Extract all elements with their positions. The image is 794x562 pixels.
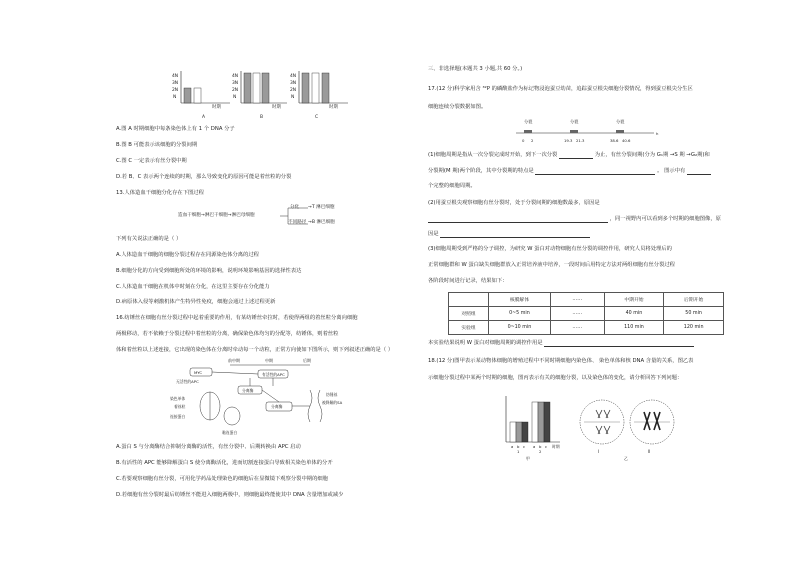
cell-cycle-timeline	[512, 115, 662, 149]
svg-text:3N: 3N	[232, 81, 239, 86]
label-cohesin: 黏连蛋白	[222, 430, 238, 435]
bar-tick-c1: c	[523, 444, 526, 449]
q13-option-c: C.人体造血干细胞在机体中时刻在分化，在这里主要存在分化能力	[116, 284, 270, 290]
q12-option-a: A.图 A 时期细胞中每条染色体上有 1 个 DNA 分子	[116, 126, 235, 132]
q17-stem-line-1: 17.(12 分)科学家用含 ³²P 的磷酸盐作为标记物浸泡蚕豆幼苗，追踪蚕豆根尖细胞分裂情况，得到蚕豆根尖分生区	[428, 86, 693, 92]
table-header-cell: ……	[550, 293, 604, 307]
flow-branch-lines	[278, 203, 310, 229]
flow-out-down: →B 淋巴细胞	[308, 220, 335, 225]
svg-text:N: N	[291, 95, 295, 100]
label-inactive-apc: 无活性的APC	[176, 379, 199, 384]
svg-text:4N: 4N	[290, 74, 297, 79]
chromosome-bar-panels	[172, 67, 352, 123]
box-myc: MYC	[194, 370, 203, 375]
svg-text:2N: 2N	[232, 88, 239, 93]
q16-option-b: B.有活性的 APC 能够降解蛋白 S 使分离酶活化，进而切割连接蛋白导致相关染色单体的分开	[116, 460, 333, 466]
phase-label-metaphase: 中期	[265, 358, 273, 363]
q17-blank-2[interactable]	[535, 169, 655, 175]
axis-label-b: 时期	[272, 105, 281, 110]
q13-stem: 13.人体造血干细胞分化存在下图过程	[116, 190, 204, 196]
q17-sub3-line-3: 各阶段时间进行记录，结果如下：	[428, 278, 508, 284]
q17-sub1-line-1	[428, 152, 710, 159]
q16-stem-line-1: 16.纺锤丝在细胞有丝分裂过程中起着重要的作用，有某纺锤丝牵拉时，若使得两组的着丝粒分离向细胞	[116, 315, 358, 321]
table-header-cell	[449, 293, 489, 307]
q17-sub2-line-1: (2)用蚕豆根尖观察细胞有丝分裂时，处于分裂间期的细胞数最多，原因是	[428, 200, 600, 206]
q13-ask: 下列有关说法正确的是（ ）	[116, 236, 182, 242]
timeline-label-2: 分裂	[570, 119, 579, 124]
table-cell: ……	[550, 307, 604, 321]
q18-figure	[496, 392, 686, 462]
q17-stem-line-2: 细胞连续分裂数据如图。	[428, 104, 487, 110]
y-tick-4n: 4N	[172, 74, 179, 79]
bar-group-2: 2	[539, 449, 542, 454]
q17-sub1-part-e: 个完整的细胞周期。	[428, 183, 476, 189]
label-centromere: 着丝粒	[174, 404, 186, 409]
label-linker-protein: 连接蛋白	[170, 414, 186, 419]
bar-tick-a2: a	[533, 444, 536, 449]
q17-blank-6[interactable]	[544, 341, 694, 347]
q16-stem-line-2: 两极移动，若不依赖于分裂过程中着丝粒的分离，确保染色体均匀的分配等，纺锤体，则着丝粒	[116, 331, 339, 337]
svg-text:2N: 2N	[290, 88, 297, 93]
svg-text:4N: 4N	[232, 74, 239, 79]
q16-option-d: D.若细胞有丝分裂时最后纺锤丝不能进入细胞两极中，则细胞最终能使其中 DNA 含量增加或减少	[116, 492, 344, 498]
bar-tick-c2: c	[545, 444, 548, 449]
q17-conclusion-text: 本实验结果说明 W 蛋白对细胞周期的调控作用是	[428, 340, 543, 346]
axis-label-a: 时期	[212, 105, 221, 110]
label-spindle-fiber: 纺锤丝	[326, 392, 338, 397]
figure-label-yi: 乙	[624, 456, 628, 461]
q17-sub2-line-3	[428, 231, 590, 238]
label-chromatid: 染色单体	[170, 396, 186, 401]
flow-branch-down: 不同路径	[288, 220, 307, 225]
q12-option-c: C.图 C 一定表示有丝分裂中期	[116, 158, 187, 164]
tick-2: 2	[531, 138, 534, 143]
flow-out-up: →T 淋巴细胞	[308, 205, 335, 210]
timeline-label-1: 分裂	[524, 119, 533, 124]
table-header-cell: 中期开始	[604, 293, 664, 307]
box-separase-1: 分离酶	[242, 388, 254, 393]
bar-tick-b2: b	[539, 444, 542, 449]
q17-sub2-line-2	[428, 216, 721, 223]
q17-sub1-part-a: (1)细胞周期是指从一次分裂完成时开始，到下一次分裂	[428, 152, 558, 158]
q16-stem-line-3: 体和着丝粒以上述连接，它出现的染色体在分离时牵动每一个动粒，正常方向使如下图所示，则下列叙述正确的是（ ）	[116, 347, 394, 353]
section-title: 三、非选择题(本题共 3 小题,共 60 分。)	[428, 66, 523, 72]
bar-panel-a	[172, 71, 230, 120]
q18-stem-line-2: 示细胞分裂过程中某两个时期的细胞，图丙表示有关的细胞分裂，以及染色体的变化，请分析回答下列问题：	[428, 375, 683, 381]
table-row	[449, 321, 724, 335]
q16-option-a: A.蛋白 S 与分离酶结合抑制分离酶的活性，有丝分裂中、后期转换由 APC 启动	[116, 444, 301, 450]
q17-sub2-part-c: 因是	[428, 231, 439, 237]
bar-tick-a1: a	[511, 444, 514, 449]
q17-blank-1[interactable]	[559, 153, 593, 159]
y-tick-3n: 3N	[172, 81, 179, 86]
q16-option-c: C.若要观察细胞有丝分裂，可用化学药品处理染色的细胞后在显微镜下观察分裂中期的细胞	[116, 476, 328, 482]
tick-19-3: 19.3	[564, 138, 573, 143]
label-degraded-sa: 被降解的SA	[322, 400, 343, 405]
table-cell: 对照组	[449, 307, 489, 321]
q12-option-d: D.若 B、C 表示两个连续的时期，那么导致变化的原因可能是着丝粒的分裂	[116, 174, 292, 180]
flow-start: 造血干细胞→淋巴干细胞→淋巴母细胞	[178, 213, 255, 218]
svg-text:N: N	[233, 95, 237, 100]
bar-tick-b1: b	[517, 444, 520, 449]
tick-40-6: 40.6	[622, 138, 631, 143]
q13-option-b: B.细胞分化的方向受到细胞所处的环境的影响，说明环境影响基因的选择性表达	[116, 268, 302, 274]
phase-label-anaphase: 后期	[303, 358, 311, 363]
q17-sub1-part-d: 。 图示中有	[657, 168, 686, 174]
q17-sub1-line-2	[428, 168, 711, 175]
y-tick-2n: 2N	[172, 88, 179, 93]
bar-x-label: 时期	[552, 444, 560, 449]
panel-label-a: A	[202, 115, 206, 120]
flow-branch-up: 分化	[290, 205, 300, 210]
table-cell: 120 min	[664, 321, 724, 335]
q17-results-table	[448, 292, 724, 335]
q12-option-b: B.图 B 可能表示该细胞的分裂间期	[116, 142, 198, 148]
table-header-cell: 核膜解体	[489, 293, 551, 307]
box-separase-2: 分离酶	[271, 404, 283, 409]
bar-panel-c	[290, 71, 348, 120]
table-cell: 40 min	[604, 307, 664, 321]
table-cell: 50 min	[664, 307, 724, 321]
q13-flow-diagram	[178, 203, 358, 229]
q18-bar-chart-jia	[506, 396, 560, 461]
bar-group-1: 1	[517, 449, 520, 454]
panel-label-b: B	[260, 115, 264, 120]
tick-0: 0	[522, 138, 525, 143]
q17-blank-5[interactable]	[440, 232, 590, 238]
table-row	[449, 307, 724, 321]
cell-label-ii: Ⅱ	[648, 449, 650, 454]
tick-21-3: 21.3	[576, 138, 585, 143]
table-cell: ……	[550, 321, 604, 335]
axis-label-c: 时期	[329, 105, 338, 110]
box-active-apc: 有活性的APC	[262, 372, 285, 377]
bar-panel-b	[232, 71, 287, 120]
q17-sub2-part-b: ，同一视野内可以看到多个时期的细胞图像，原	[609, 216, 721, 222]
svg-text:3N: 3N	[290, 81, 297, 86]
q18-cells-yi	[580, 400, 674, 444]
q17-conclusion	[428, 340, 694, 347]
q13-option-a: A.人体造血干细胞的细胞分裂过程存在同源染色体分离的过程	[116, 252, 259, 258]
cell-label-i: Ⅰ	[598, 449, 600, 454]
panel-label-c: C	[315, 115, 319, 120]
table-cell: 0~5 min	[489, 307, 551, 321]
q13-option-d: D.病原体入侵等刺激机体产生特异性免疫，细胞会通过上述过程更新	[116, 299, 276, 305]
timeline-label-3: 分裂	[616, 119, 625, 124]
separase-pathway-diagram	[170, 356, 360, 438]
q17-blank-4[interactable]	[428, 217, 608, 223]
phase-label-prometaphase: 前中期	[228, 358, 240, 363]
table-cell: 110 min	[604, 321, 664, 335]
q17-sub1-part-b: 为止，有丝分裂间期(分为 G₁期 →S 期 →G₂期)和	[594, 152, 710, 158]
table-header-row	[449, 293, 724, 307]
q18-stem-line-1: 18.(12 分)图甲表示某动物体细胞的增殖过程中不同时期细胞内染色体、 染色单体和核 DNA 含量的关系，图乙表	[428, 358, 694, 364]
timeline-unit: h	[656, 131, 659, 136]
q17-blank-3[interactable]	[687, 169, 711, 175]
table-cell: 实验组	[449, 321, 489, 335]
table-header-cell: 后期开始	[664, 293, 724, 307]
y-tick-n: N	[173, 95, 177, 100]
tick-38-6: 38.6	[610, 138, 619, 143]
table-cell: 0~10 min	[489, 321, 551, 335]
q17-sub3-line-2: 正常细胞群和 W 蛋白缺失细胞群放入正常培养液中培养，一段时间后用特定方法对两组细胞有丝分裂过程	[428, 262, 675, 268]
q17-sub3-line-1: (3)细胞周期受到严格的分子调控，为研究 W 蛋白对动物细胞有丝分裂的调控作用，研究人员将处理后的	[428, 246, 672, 252]
figure-label-jia: 甲	[526, 456, 530, 461]
q17-sub1-part-c: 分裂期(M 期)两个阶段，其中分裂期的特点是	[428, 168, 534, 174]
